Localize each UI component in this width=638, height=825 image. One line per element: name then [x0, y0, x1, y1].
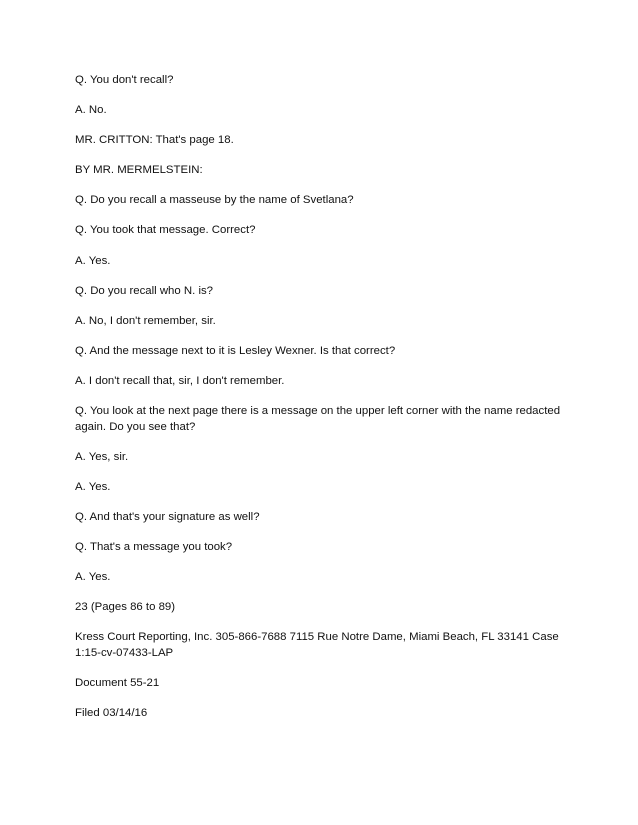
transcript-line: Q. Do you recall a masseuse by the name of Svetlana? — [75, 194, 354, 207]
document-number: Document 55-21 — [75, 676, 160, 689]
transcript-line: A. No, I don't remember, sir. — [75, 314, 216, 327]
reporter-info: Kress Court Reporting, Inc. 305-866-7688 7115 Rue Notre Dame, Miami Beach, FL 33141 Case 1:15-cv-07433-LAP — [75, 631, 562, 659]
transcript-line: Q. And that's your signature as well? — [75, 510, 260, 523]
transcript-line: Q. You look at the next page there is a message on the upper left corner with the name redacted again. Do you see that? — [75, 405, 564, 433]
transcript-line: A. I don't recall that, sir, I don't remember. — [75, 374, 285, 387]
filed-date: Filed 03/14/16 — [75, 706, 148, 719]
transcript-line: A. Yes. — [75, 571, 111, 583]
transcript-body — [75, 73, 565, 736]
transcript-line: Q. You don't recall? — [75, 74, 174, 86]
transcript-line: Q. You took that message. Correct? — [75, 224, 256, 237]
page-range-footer: 23 (Pages 86 to 89) — [75, 601, 176, 614]
transcript-line: Q. Do you recall who N. is? — [75, 284, 214, 297]
transcript-line: A. No. — [75, 104, 107, 117]
transcript-line: Q. And the message next to it is Lesley Wexner. Is that correct? — [75, 344, 396, 357]
transcript-line: MR. CRITTON: That's page 18. — [75, 134, 234, 147]
transcript-line: A. Yes, sir. — [75, 450, 129, 463]
transcript-line: A. Yes. — [75, 254, 111, 267]
transcript-line: BY MR. MERMELSTEIN: — [75, 164, 203, 177]
transcript-line: Q. That's a message you took? — [75, 540, 233, 553]
transcript-line: A. Yes. — [75, 480, 111, 493]
